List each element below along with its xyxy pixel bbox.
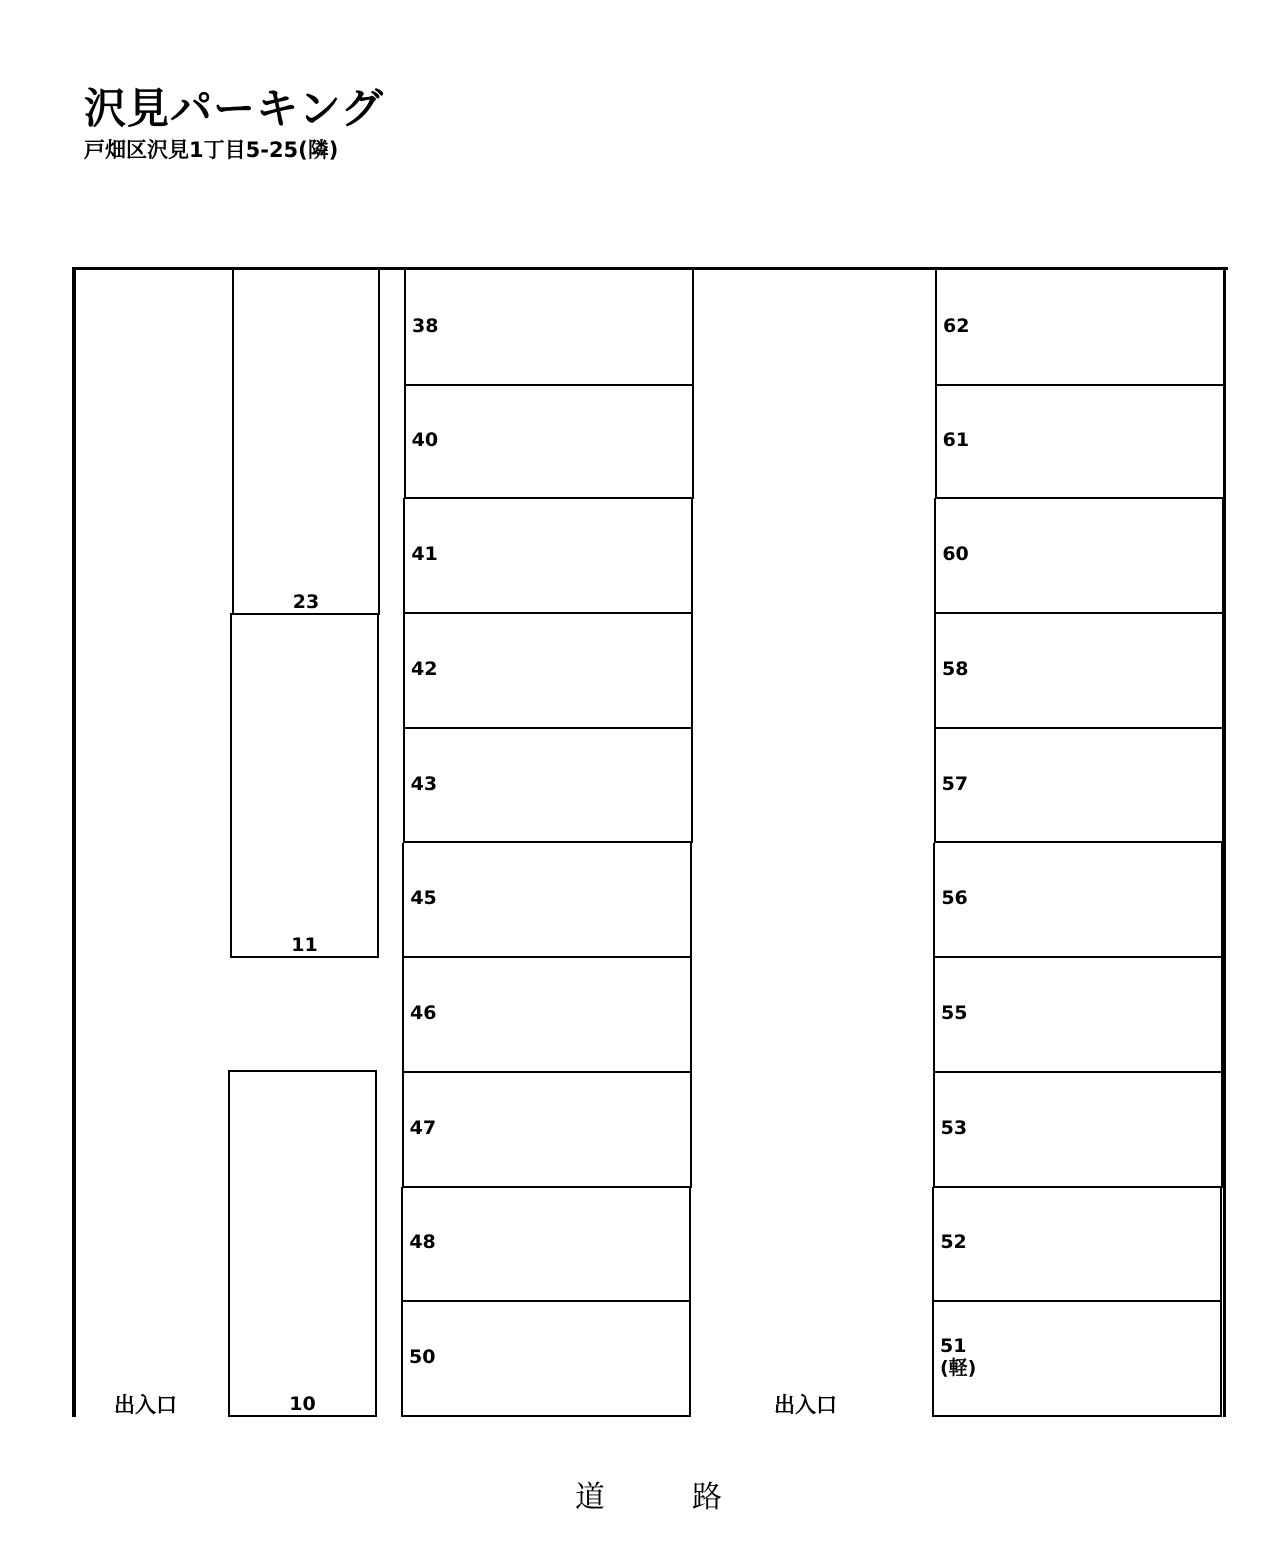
space-number: 47 xyxy=(409,1116,437,1139)
parking-space-62[interactable] xyxy=(935,270,1225,386)
space-number: 45 xyxy=(410,887,437,910)
space-number: 50 xyxy=(409,1346,436,1369)
parking-space-42[interactable] xyxy=(403,613,693,729)
parking-space-52[interactable] xyxy=(932,1187,1222,1303)
parking-space-43[interactable] xyxy=(403,728,693,844)
space-number: 61 xyxy=(942,428,970,451)
parking-space-61[interactable] xyxy=(935,384,1225,500)
space-number: 62 xyxy=(943,314,970,337)
space-number: 11 xyxy=(291,934,318,956)
space-number: 51 (軽) xyxy=(940,1335,977,1380)
space-number: 23 xyxy=(292,591,320,613)
space-number: 41 xyxy=(411,543,438,566)
space-number: 38 xyxy=(412,314,439,337)
parking-space-40[interactable] xyxy=(404,384,694,500)
page-title: 沢見パーキング xyxy=(84,84,384,133)
parking-space-58[interactable] xyxy=(934,613,1224,729)
parking-space-60[interactable] xyxy=(934,498,1224,614)
space-number: 10 xyxy=(289,1393,316,1415)
space-number: 55 xyxy=(941,1002,968,1025)
address-text: 戸畑区沢見1丁目5-25(隣) xyxy=(84,138,339,162)
parking-space-10[interactable] xyxy=(228,1070,377,1417)
space-number: 40 xyxy=(411,428,439,451)
space-number: 48 xyxy=(409,1231,436,1254)
parking-space-56[interactable] xyxy=(933,843,1223,959)
space-number: 56 xyxy=(941,887,968,910)
entrance-right-label: 出入口 xyxy=(774,1393,837,1417)
space-number: 46 xyxy=(410,1002,437,1025)
space-number: 57 xyxy=(941,772,969,795)
entrance-left-label: 出入口 xyxy=(114,1393,177,1417)
space-number: 53 xyxy=(940,1116,968,1139)
space-number: 58 xyxy=(942,658,969,681)
parking-space-55[interactable] xyxy=(933,957,1223,1073)
road-label-char2: 路 xyxy=(692,1480,722,1515)
space-number: 42 xyxy=(411,658,438,681)
parking-space-47[interactable] xyxy=(402,1072,692,1188)
parking-space-45[interactable] xyxy=(402,843,692,959)
parking-space-38[interactable] xyxy=(404,270,694,386)
parking-space-57[interactable] xyxy=(934,728,1224,844)
space-number: 43 xyxy=(410,772,438,795)
space-number: 60 xyxy=(942,543,969,566)
lot-left-border xyxy=(72,267,76,1417)
road-label-char1: 道 xyxy=(575,1480,605,1515)
parking-space-48[interactable] xyxy=(401,1187,691,1303)
parking-space-23[interactable] xyxy=(232,270,380,615)
parking-space-50[interactable] xyxy=(401,1301,691,1417)
parking-space-51[interactable] xyxy=(932,1301,1222,1417)
parking-space-11[interactable] xyxy=(230,613,379,958)
parking-space-41[interactable] xyxy=(403,498,693,614)
space-number: 52 xyxy=(940,1231,967,1254)
parking-space-53[interactable] xyxy=(933,1072,1223,1188)
parking-space-46[interactable] xyxy=(402,957,692,1073)
